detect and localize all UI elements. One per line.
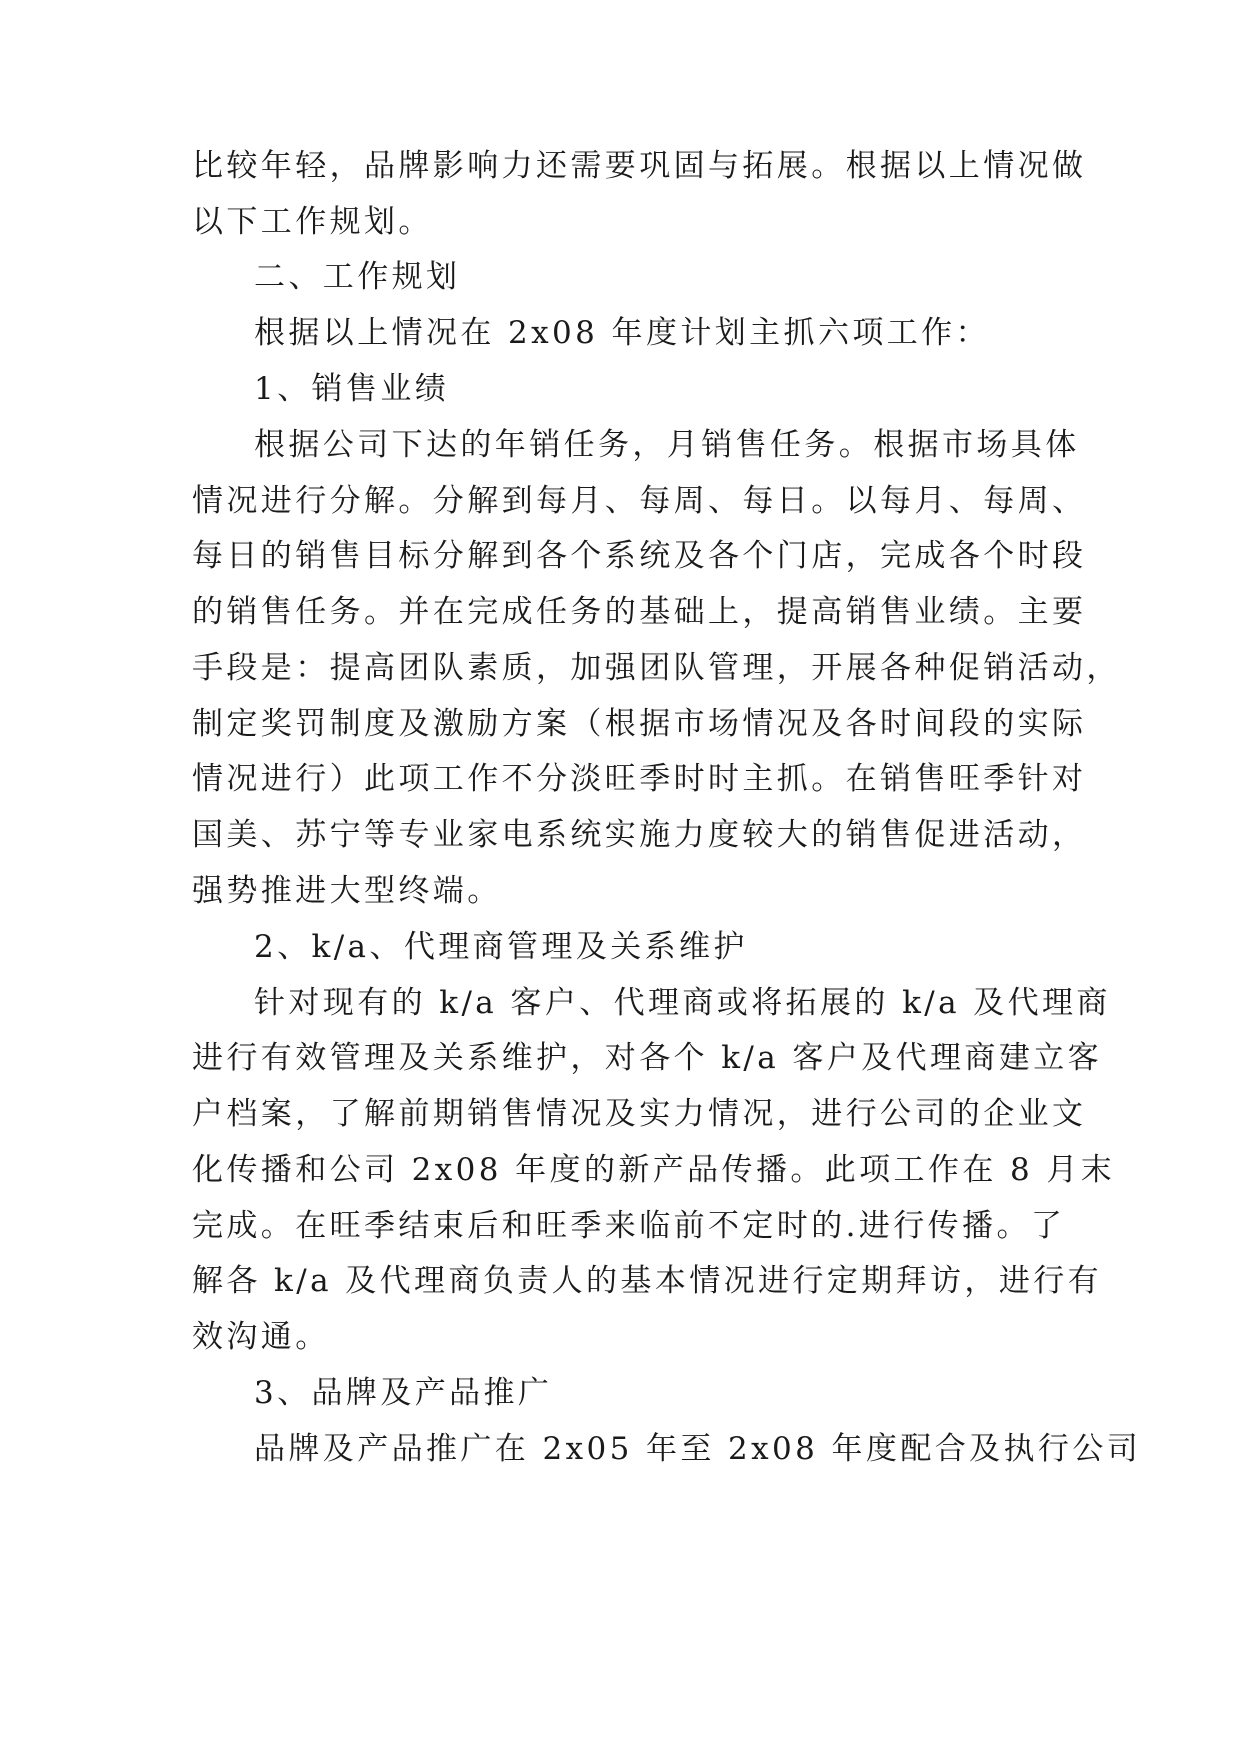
body-text-line: 解各 k/a 及代理商负责人的基本情况进行定期拜访，进行有	[192, 1263, 1103, 1299]
body-text-line: 比较年轻，品牌影响力还需要巩固与拓展。根据以上情况做	[192, 148, 1087, 184]
body-text-line: 品牌及产品推广在 2x05 年至 2x08 年度配合及执行公司	[254, 1431, 1142, 1467]
subsection-heading: 3、品牌及产品推广	[254, 1375, 553, 1411]
body-text-line: 根据公司下达的年销任务，月销售任务。根据市场具体	[254, 427, 1080, 463]
body-text-line: 以下工作规划。	[192, 204, 433, 240]
body-text-line: 国美、苏宁等专业家电系统实施力度较大的销售促进活动，	[192, 817, 1087, 853]
body-text-line: 户档案，了解前期销售情况及实力情况，进行公司的企业文	[192, 1096, 1087, 1132]
body-text-line: 进行有效管理及关系维护，对各个 k/a 客户及代理商建立客	[192, 1040, 1103, 1076]
body-text-line: 每日的销售目标分解到各个系统及各个门店，完成各个时段	[192, 538, 1087, 574]
body-text-line: 根据以上情况在 2x08 年度计划主抓六项工作：	[254, 315, 990, 351]
body-text-line: 针对现有的 k/a 客户、代理商或将拓展的 k/a 及代理商	[254, 985, 1111, 1021]
body-text-line: 强势推进大型终端。	[192, 873, 502, 909]
body-text-line: 完成。在旺季结束后和旺季来临前不定时的.进行传播。了	[192, 1208, 1066, 1244]
body-text-line: 效沟通。	[192, 1319, 330, 1355]
body-text-line: 的销售任务。并在完成任务的基础上，提高销售业绩。主要	[192, 594, 1087, 630]
body-text-line: 制定奖罚制度及激励方案（根据市场情况及各时间段的实际	[192, 706, 1087, 742]
body-text-line: 化传播和公司 2x08 年度的新产品传播。此项工作在 8 月末	[192, 1152, 1116, 1188]
section-heading: 二、工作规划	[254, 259, 461, 295]
body-text-line: 情况进行）此项工作不分淡旺季时时主抓。在销售旺季针对	[192, 761, 1087, 797]
subsection-heading: 2、k/a、代理商管理及关系维护	[254, 929, 748, 965]
body-text-line: 手段是：提高团队素质，加强团队管理，开展各种促销活动，	[192, 650, 1121, 686]
body-text-line: 情况进行分解。分解到每月、每周、每日。以每月、每周、	[192, 483, 1087, 519]
subsection-heading: 1、销售业绩	[254, 371, 450, 407]
